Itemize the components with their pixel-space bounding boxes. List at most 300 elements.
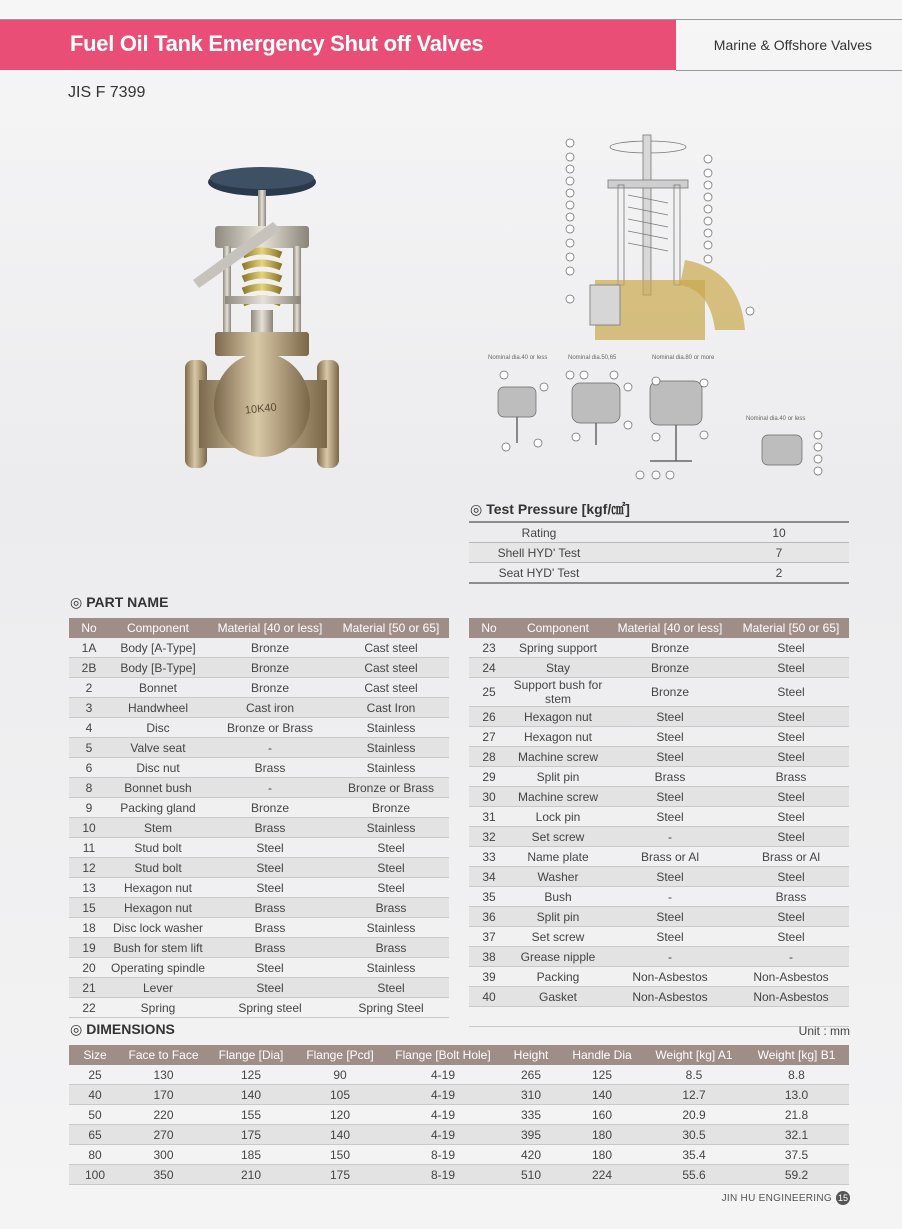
table-cell: 31 [469, 807, 509, 827]
column-header: No [69, 618, 109, 638]
table-cell: Set screw [509, 827, 607, 847]
table-cell: 310 [502, 1085, 560, 1105]
table-cell: 11 [69, 838, 109, 858]
table-cell: 125 [206, 1065, 296, 1085]
table-cell: Grease nipple [509, 947, 607, 967]
table-cell: Brass [207, 918, 333, 938]
table-cell: 395 [502, 1125, 560, 1145]
table-row [69, 958, 449, 978]
page-title: Fuel Oil Tank Emergency Shut off Valves [70, 31, 484, 56]
column-header: Material [50 or 65] [733, 618, 849, 638]
table-cell: 125 [560, 1065, 644, 1085]
table-row [69, 1065, 849, 1085]
table-row [69, 698, 449, 718]
table-cell: Valve seat [109, 738, 207, 758]
table-cell: Cast steel [333, 678, 449, 698]
nominal-label-3: Nominal dia.80 or more [652, 355, 715, 361]
table-row [69, 938, 449, 958]
column-header: Handle Dia [560, 1045, 644, 1065]
table-cell: Brass [207, 758, 333, 778]
table-cell: Non-Asbestos [733, 967, 849, 987]
table-cell: 33 [469, 847, 509, 867]
table-row [69, 638, 449, 658]
sectional-drawing [480, 125, 840, 495]
part-name-title [70, 594, 168, 611]
table-cell: 25 [469, 678, 509, 707]
table-cell: 40 [69, 1085, 121, 1105]
table-cell: Stainless [333, 818, 449, 838]
column-header: Size [69, 1045, 121, 1065]
table-cell: Brass [207, 818, 333, 838]
table-cell: Steel [207, 978, 333, 998]
table-cell: 12 [69, 858, 109, 878]
table-cell: 2B [69, 658, 109, 678]
column-header: Weight [kg] A1 [644, 1045, 744, 1065]
table-cell: Steel [333, 838, 449, 858]
table-header-row [69, 1045, 849, 1065]
table-cell: Split pin [509, 907, 607, 927]
table-cell: Bronze [207, 798, 333, 818]
table-row [469, 638, 849, 658]
table-cell: Hexagon nut [109, 898, 207, 918]
table-cell: - [207, 778, 333, 798]
table-cell: Brass [207, 938, 333, 958]
table-cell: Brass or Al [733, 847, 849, 867]
unit-label: Unit : mm [798, 1024, 850, 1038]
table-cell: Cast steel [333, 658, 449, 678]
table-cell: Steel [733, 747, 849, 767]
column-header: Flange [Bolt Hole] [384, 1045, 502, 1065]
table-row [469, 967, 849, 987]
dimensions-title [70, 1021, 175, 1038]
table-cell: Bush for stem lift [109, 938, 207, 958]
column-header: Material [40 or less] [607, 618, 733, 638]
table-cell: 150 [296, 1145, 384, 1165]
table-row [469, 1007, 849, 1027]
table-cell: 180 [560, 1145, 644, 1165]
table-cell: Machine screw [509, 787, 607, 807]
table-row [469, 563, 849, 584]
table-cell: 50 [69, 1105, 121, 1125]
table-cell: 8-19 [384, 1145, 502, 1165]
section-mark: ◎ [70, 594, 83, 610]
table-cell: Bronze [607, 678, 733, 707]
table-cell [509, 1007, 607, 1027]
column-header: Flange [Pcd] [296, 1045, 384, 1065]
table-cell: Gasket [509, 987, 607, 1007]
table-cell [607, 1007, 733, 1027]
table-cell: - [207, 738, 333, 758]
table-cell: 4 [69, 718, 109, 738]
table-cell: Steel [733, 658, 849, 678]
table-row [469, 787, 849, 807]
table-cell: Stainless [333, 918, 449, 938]
table-cell: Stainless [333, 738, 449, 758]
table-cell: 2 [69, 678, 109, 698]
table-cell: - [733, 947, 849, 967]
table-row [469, 767, 849, 787]
table-cell: 23 [469, 638, 509, 658]
column-header: Material [40 or less] [207, 618, 333, 638]
table-cell: Bronze [607, 638, 733, 658]
table-cell [469, 1007, 509, 1027]
nominal-label-2: Nominal dia.50,65 [568, 355, 617, 361]
table-cell: Bonnet [109, 678, 207, 698]
table-cell: 175 [296, 1165, 384, 1185]
table-cell: Lock pin [509, 807, 607, 827]
table-cell: - [607, 947, 733, 967]
table-cell: 80 [69, 1145, 121, 1165]
table-cell: 20 [69, 958, 109, 978]
table-cell: Bronze or Brass [333, 778, 449, 798]
table-cell: 18 [69, 918, 109, 938]
parts-table-right [469, 618, 849, 1027]
table-cell: Spring [109, 998, 207, 1018]
table-cell: Disc lock washer [109, 918, 207, 938]
table-cell: 10 [69, 818, 109, 838]
table-cell: 8-19 [384, 1165, 502, 1185]
table-cell: 155 [206, 1105, 296, 1125]
column-header: Height [502, 1045, 560, 1065]
table-cell: Disc [109, 718, 207, 738]
table-cell: Steel [607, 747, 733, 767]
table-cell: Hexagon nut [509, 727, 607, 747]
table-cell: 510 [502, 1165, 560, 1185]
table-header-row [469, 618, 849, 638]
column-header: No [469, 618, 509, 638]
column-header: Face to Face [121, 1045, 206, 1065]
table-cell: Body [A-Type] [109, 638, 207, 658]
table-cell: Steel [607, 727, 733, 747]
pressure-value: 7 [709, 543, 849, 563]
table-cell: Cast Iron [333, 698, 449, 718]
table-cell: Bronze [207, 678, 333, 698]
table-cell: 140 [560, 1085, 644, 1105]
table-cell: 220 [121, 1105, 206, 1125]
table-row [69, 1085, 849, 1105]
table-cell: Body [B-Type] [109, 658, 207, 678]
table-cell: Split pin [509, 767, 607, 787]
column-header: Weight [kg] B1 [744, 1045, 849, 1065]
table-cell: Steel [733, 638, 849, 658]
table-cell: Steel [333, 858, 449, 878]
table-cell: Stainless [333, 718, 449, 738]
table-cell: 19 [69, 938, 109, 958]
table-cell: 13 [69, 878, 109, 898]
table-row [469, 907, 849, 927]
table-row [69, 1145, 849, 1165]
table-cell: Brass [733, 887, 849, 907]
table-row [69, 838, 449, 858]
table-row [469, 727, 849, 747]
table-cell: 100 [69, 1165, 121, 1185]
table-cell: 20.9 [644, 1105, 744, 1125]
table-cell: 38 [469, 947, 509, 967]
table-cell: Steel [607, 867, 733, 887]
table-cell: Name plate [509, 847, 607, 867]
table-cell: Set screw [509, 927, 607, 947]
table-cell: 35 [469, 887, 509, 907]
table-cell: 27 [469, 727, 509, 747]
table-cell: Cast steel [333, 638, 449, 658]
table-cell: 210 [206, 1165, 296, 1185]
table-cell: 21 [69, 978, 109, 998]
table-cell: 9 [69, 798, 109, 818]
header-top-rule [0, 19, 902, 20]
table-row [69, 678, 449, 698]
table-row [69, 858, 449, 878]
table-cell: 8.5 [644, 1065, 744, 1085]
table-cell: Steel [733, 787, 849, 807]
table-cell: 40 [469, 987, 509, 1007]
table-cell: 170 [121, 1085, 206, 1105]
table-row [69, 818, 449, 838]
table-cell: Steel [207, 838, 333, 858]
table-cell: 350 [121, 1165, 206, 1185]
table-cell: 265 [502, 1065, 560, 1085]
table-cell: Bush [509, 887, 607, 907]
table-cell: 5 [69, 738, 109, 758]
pressure-label: Seat HYD' Test [469, 563, 609, 584]
table-cell: Spring Steel [333, 998, 449, 1018]
body-marking: 10K40 [244, 401, 278, 417]
table-cell: Bonnet bush [109, 778, 207, 798]
pressure-label: Shell HYD' Test [469, 543, 609, 563]
table-cell: Steel [733, 907, 849, 927]
table-row [469, 867, 849, 887]
table-row [69, 738, 449, 758]
table-cell: Steel [733, 867, 849, 887]
table-cell: Lever [109, 978, 207, 998]
category-label: Marine & Offshore Valves [713, 37, 872, 53]
table-cell: 30 [469, 787, 509, 807]
table-cell: 4-19 [384, 1085, 502, 1105]
table-cell: 175 [206, 1125, 296, 1145]
table-row [469, 987, 849, 1007]
table-cell: Brass or Al [607, 847, 733, 867]
table-cell: Non-Asbestos [607, 987, 733, 1007]
table-cell: 35.4 [644, 1145, 744, 1165]
table-cell: 36 [469, 907, 509, 927]
table-cell: 130 [121, 1065, 206, 1085]
table-cell: 180 [560, 1125, 644, 1145]
table-cell: 21.8 [744, 1105, 849, 1125]
table-cell: 34 [469, 867, 509, 887]
table-cell: 8.8 [744, 1065, 849, 1085]
table-cell: Steel [607, 707, 733, 727]
table-row [69, 778, 449, 798]
table-cell: 29 [469, 767, 509, 787]
table-cell: 39 [469, 967, 509, 987]
part-name-title-text: PART NAME [86, 594, 169, 610]
table-cell: Stay [509, 658, 607, 678]
table-cell: Machine screw [509, 747, 607, 767]
header-bottom-rule [676, 70, 902, 71]
table-cell: Stainless [333, 758, 449, 778]
table-cell: 25 [69, 1065, 121, 1085]
table-cell: 12.7 [644, 1085, 744, 1105]
nominal-label-1: Nominal dia.40 or less [488, 355, 548, 361]
column-header: Material [50 or 65] [333, 618, 449, 638]
section-mark: ◎ [70, 1021, 83, 1037]
table-cell: Steel [333, 978, 449, 998]
table-cell: 32.1 [744, 1125, 849, 1145]
table-cell: Steel [733, 927, 849, 947]
table-row [469, 807, 849, 827]
table-cell: 420 [502, 1145, 560, 1165]
table-cell: Operating spindle [109, 958, 207, 978]
parts-table-left [69, 618, 449, 1018]
table-cell: Steel [733, 678, 849, 707]
table-row [469, 658, 849, 678]
table-cell: Spring support [509, 638, 607, 658]
table-cell: Steel [333, 878, 449, 898]
table-cell: 1A [69, 638, 109, 658]
table-cell: Steel [733, 827, 849, 847]
table-row [69, 898, 449, 918]
pressure-value: 10 [709, 522, 849, 543]
table-cell: Handwheel [109, 698, 207, 718]
table-cell: Steel [733, 727, 849, 747]
table-cell: - [607, 827, 733, 847]
table-row [69, 1105, 849, 1125]
table-cell: Brass [207, 898, 333, 918]
table-cell: Steel [607, 787, 733, 807]
table-cell: 140 [296, 1125, 384, 1145]
table-row [69, 798, 449, 818]
table-cell: Stud bolt [109, 858, 207, 878]
table-cell: 4-19 [384, 1065, 502, 1085]
table-cell: 3 [69, 698, 109, 718]
table-cell: 140 [206, 1085, 296, 1105]
test-pressure-title-text: Test Pressure [kgf/㎠] [486, 501, 630, 517]
table-row [469, 847, 849, 867]
section-mark: ◎ [470, 501, 483, 517]
table-cell: Steel [607, 807, 733, 827]
table-row [469, 707, 849, 727]
table-row [69, 1165, 849, 1185]
table-cell: Non-Asbestos [733, 987, 849, 1007]
table-row [469, 678, 849, 707]
table-cell: Bronze [207, 638, 333, 658]
table-cell: 120 [296, 1105, 384, 1125]
table-cell: Steel [733, 707, 849, 727]
table-cell: 90 [296, 1065, 384, 1085]
table-cell: 185 [206, 1145, 296, 1165]
table-row [69, 878, 449, 898]
table-cell: 13.0 [744, 1085, 849, 1105]
table-header-row [69, 618, 449, 638]
table-cell: 224 [560, 1165, 644, 1185]
table-row [469, 522, 849, 543]
table-cell: Steel [733, 807, 849, 827]
dimensions-table [69, 1045, 849, 1185]
table-cell: 22 [69, 998, 109, 1018]
column-header: Component [109, 618, 207, 638]
pressure-value: 2 [709, 563, 849, 584]
test-pressure-title [470, 499, 630, 519]
table-cell: 37 [469, 927, 509, 947]
table-cell: 37.5 [744, 1145, 849, 1165]
table-cell: Packing gland [109, 798, 207, 818]
table-cell: Hexagon nut [509, 707, 607, 727]
column-header: Component [509, 618, 607, 638]
table-cell: Brass [607, 767, 733, 787]
table-cell: Washer [509, 867, 607, 887]
table-cell: 59.2 [744, 1165, 849, 1185]
table-row [69, 718, 449, 738]
table-cell: 105 [296, 1085, 384, 1105]
test-pressure-table [469, 521, 849, 584]
page-number: 15 [837, 1193, 848, 1203]
table-cell: Bronze [607, 658, 733, 678]
table-cell: Support bush for stem [509, 678, 607, 707]
table-cell: Brass [333, 938, 449, 958]
table-cell: Hexagon nut [109, 878, 207, 898]
table-cell: Non-Asbestos [607, 967, 733, 987]
table-row [469, 543, 849, 563]
table-cell: 300 [121, 1145, 206, 1165]
table-cell: Spring steel [207, 998, 333, 1018]
table-cell: 28 [469, 747, 509, 767]
table-row [469, 827, 849, 847]
standard-code: JIS F 7399 [68, 84, 146, 101]
nominal-label-4: Nominal dia.40 or less [746, 416, 806, 422]
valve-photo [185, 160, 345, 475]
table-cell: Bronze [207, 658, 333, 678]
table-cell: 26 [469, 707, 509, 727]
table-cell: Stem [109, 818, 207, 838]
table-row [69, 998, 449, 1018]
table-cell: Packing [509, 967, 607, 987]
table-cell: Brass [333, 898, 449, 918]
table-cell: Stud bolt [109, 838, 207, 858]
table-cell: Stainless [333, 958, 449, 978]
table-cell: Cast iron [207, 698, 333, 718]
table-cell: Steel [207, 958, 333, 978]
table-cell: 65 [69, 1125, 121, 1145]
table-cell: 32 [469, 827, 509, 847]
column-header: Flange [Dia] [206, 1045, 296, 1065]
table-cell: Brass [733, 767, 849, 787]
table-cell: Bronze [333, 798, 449, 818]
table-cell: 8 [69, 778, 109, 798]
table-cell: Steel [207, 878, 333, 898]
footer-company: JIN HU ENGINEERING [721, 1193, 832, 1204]
table-row [469, 927, 849, 947]
table-cell: 4-19 [384, 1105, 502, 1125]
dimensions-title-text: DIMENSIONS [86, 1021, 175, 1037]
table-cell: 24 [469, 658, 509, 678]
table-row [469, 747, 849, 767]
table-row [69, 758, 449, 778]
table-cell: Steel [607, 927, 733, 947]
table-row [69, 658, 449, 678]
table-cell: 30.5 [644, 1125, 744, 1145]
table-row [69, 918, 449, 938]
table-cell: Bronze or Brass [207, 718, 333, 738]
table-cell: 6 [69, 758, 109, 778]
table-cell: 270 [121, 1125, 206, 1145]
table-cell: 55.6 [644, 1165, 744, 1185]
table-cell: 160 [560, 1105, 644, 1125]
pressure-label: Rating [469, 522, 609, 543]
table-cell: Steel [207, 858, 333, 878]
table-row [69, 1125, 849, 1145]
table-row [69, 978, 449, 998]
table-row [469, 887, 849, 907]
table-cell: - [607, 887, 733, 907]
